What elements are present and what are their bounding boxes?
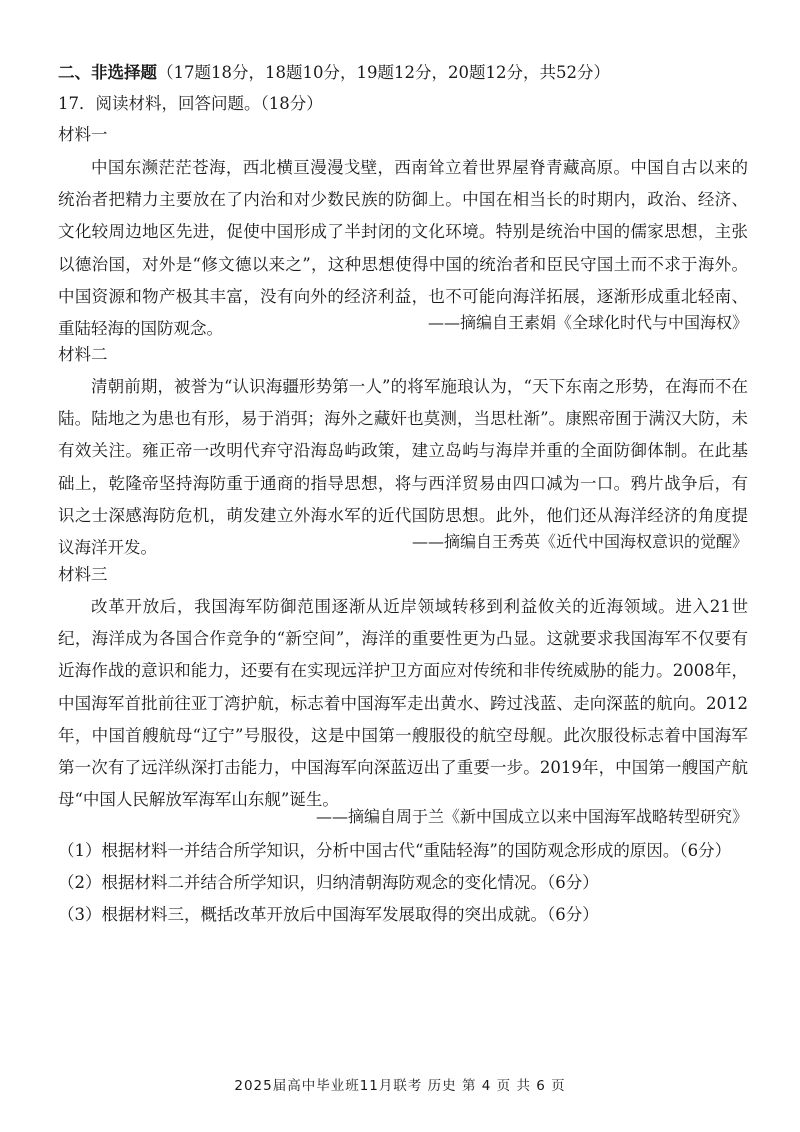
sub-question-3: （3）根据材料三，概括改革开放后中国海军发展取得的突出成就。（6分） bbox=[58, 905, 599, 924]
material-text-2: 清朝前期，被誉为“认识海疆形势第一人”的将军施琅认为，“天下东南之形势，在海而不在陆。陆地之为患也有形，易于消弭；海外之藏奸也莫测，当思杜渐”。康熙帝囿于满汉大防，未有效关注。雍正帝一改明代弃守沿海岛屿政策，建立岛屿与海岸并重的全面防御体制。在此基础上，乾隆帝坚持海防重于通商的指导思想，将与西洋贸易由四口减为一口。鸦片战争后，有识之士深感海防危机，萌发建立外海水军的近代国防思想。此外，他们还从海洋经济的角度提议海洋开发。 bbox=[58, 377, 748, 558]
material-source-3: ——摘编自周于兰《新中国成立以来中国海军战略转型研究》 bbox=[315, 807, 748, 826]
sub-question-1: （1）根据材料一并结合所学知识，分析中国古代“重陆轻海”的国防观念形成的原因。（6分） bbox=[58, 841, 732, 860]
material-label-2: 材料二 bbox=[58, 345, 108, 364]
sub-question-2: （2）根据材料二并结合所学知识，归纳清朝海防观念的变化情况。（6分） bbox=[58, 873, 599, 892]
section-scoring: （17题18分，18题10分，19题12分，20题12分，共52分） bbox=[157, 63, 610, 82]
section-heading bbox=[58, 62, 610, 84]
material-text-1: 中国东濒茫茫苍海，西北横亘漫漫戈壁，西南耸立着世界屋脊青藏高原。中国自古以来的统治者把精力主要放在了内治和对少数民族的防御上。中国在相当长的时期内，政治、经济、文化较周边地区先进，促使中国形成了半封闭的文化环境。特别是统治中国的儒家思想，主张以德治国，对外是“修文德以来之”，这种思想使得中国的统治者和臣民守国土而不求于海外。中国资源和物产极其丰富，没有向外的经济利益，也不可能向海洋拓展，逐渐形成重北轻南、重陆轻海的国防观念。 bbox=[58, 158, 748, 339]
material-source-1: ——摘编自王素娟《全球化时代与中国海权》 bbox=[427, 313, 748, 332]
material-source-2: ——摘编自王秀英《近代中国海权意识的觉醒》 bbox=[411, 532, 748, 551]
material-label-1: 材料一 bbox=[58, 125, 108, 144]
page-footer: 2025届高中毕业班11月联考 历史 第 4 页 共 6 页 bbox=[234, 1078, 566, 1094]
material-text-3: 改革开放后，我国海军防御范围逐渐从近岸领域转移到利益攸关的近海领域。进入21世纪，海洋成为各国合作竞争的“新空间”，海洋的重要性更为凸显。这就要求我国海军不仅要有近海作战的意识和能力，还要有在实现远洋护卫方面应对传统和非传统威胁的能力。2008年，中国海军首批前往亚丁湾护航，标志着中国海军走出黄水、跨过浅蓝、走向深蓝的航向。2012年，中国首艘航母“辽宁”号服役，这是中国第一艘服役的航空母舰。此次服役标志着中国海军第一次有了远洋纵深打击能力，中国海军向深蓝迈出了重要一步。2019年，中国第一艘国产航母“中国人民解放军海军山东舰”诞生。 bbox=[58, 597, 748, 810]
material-label-3: 材料三 bbox=[58, 565, 108, 584]
section-title: 二、非选择题 bbox=[58, 63, 157, 82]
question-stem: 17．阅读材料，回答问题。（18分） bbox=[58, 94, 323, 113]
